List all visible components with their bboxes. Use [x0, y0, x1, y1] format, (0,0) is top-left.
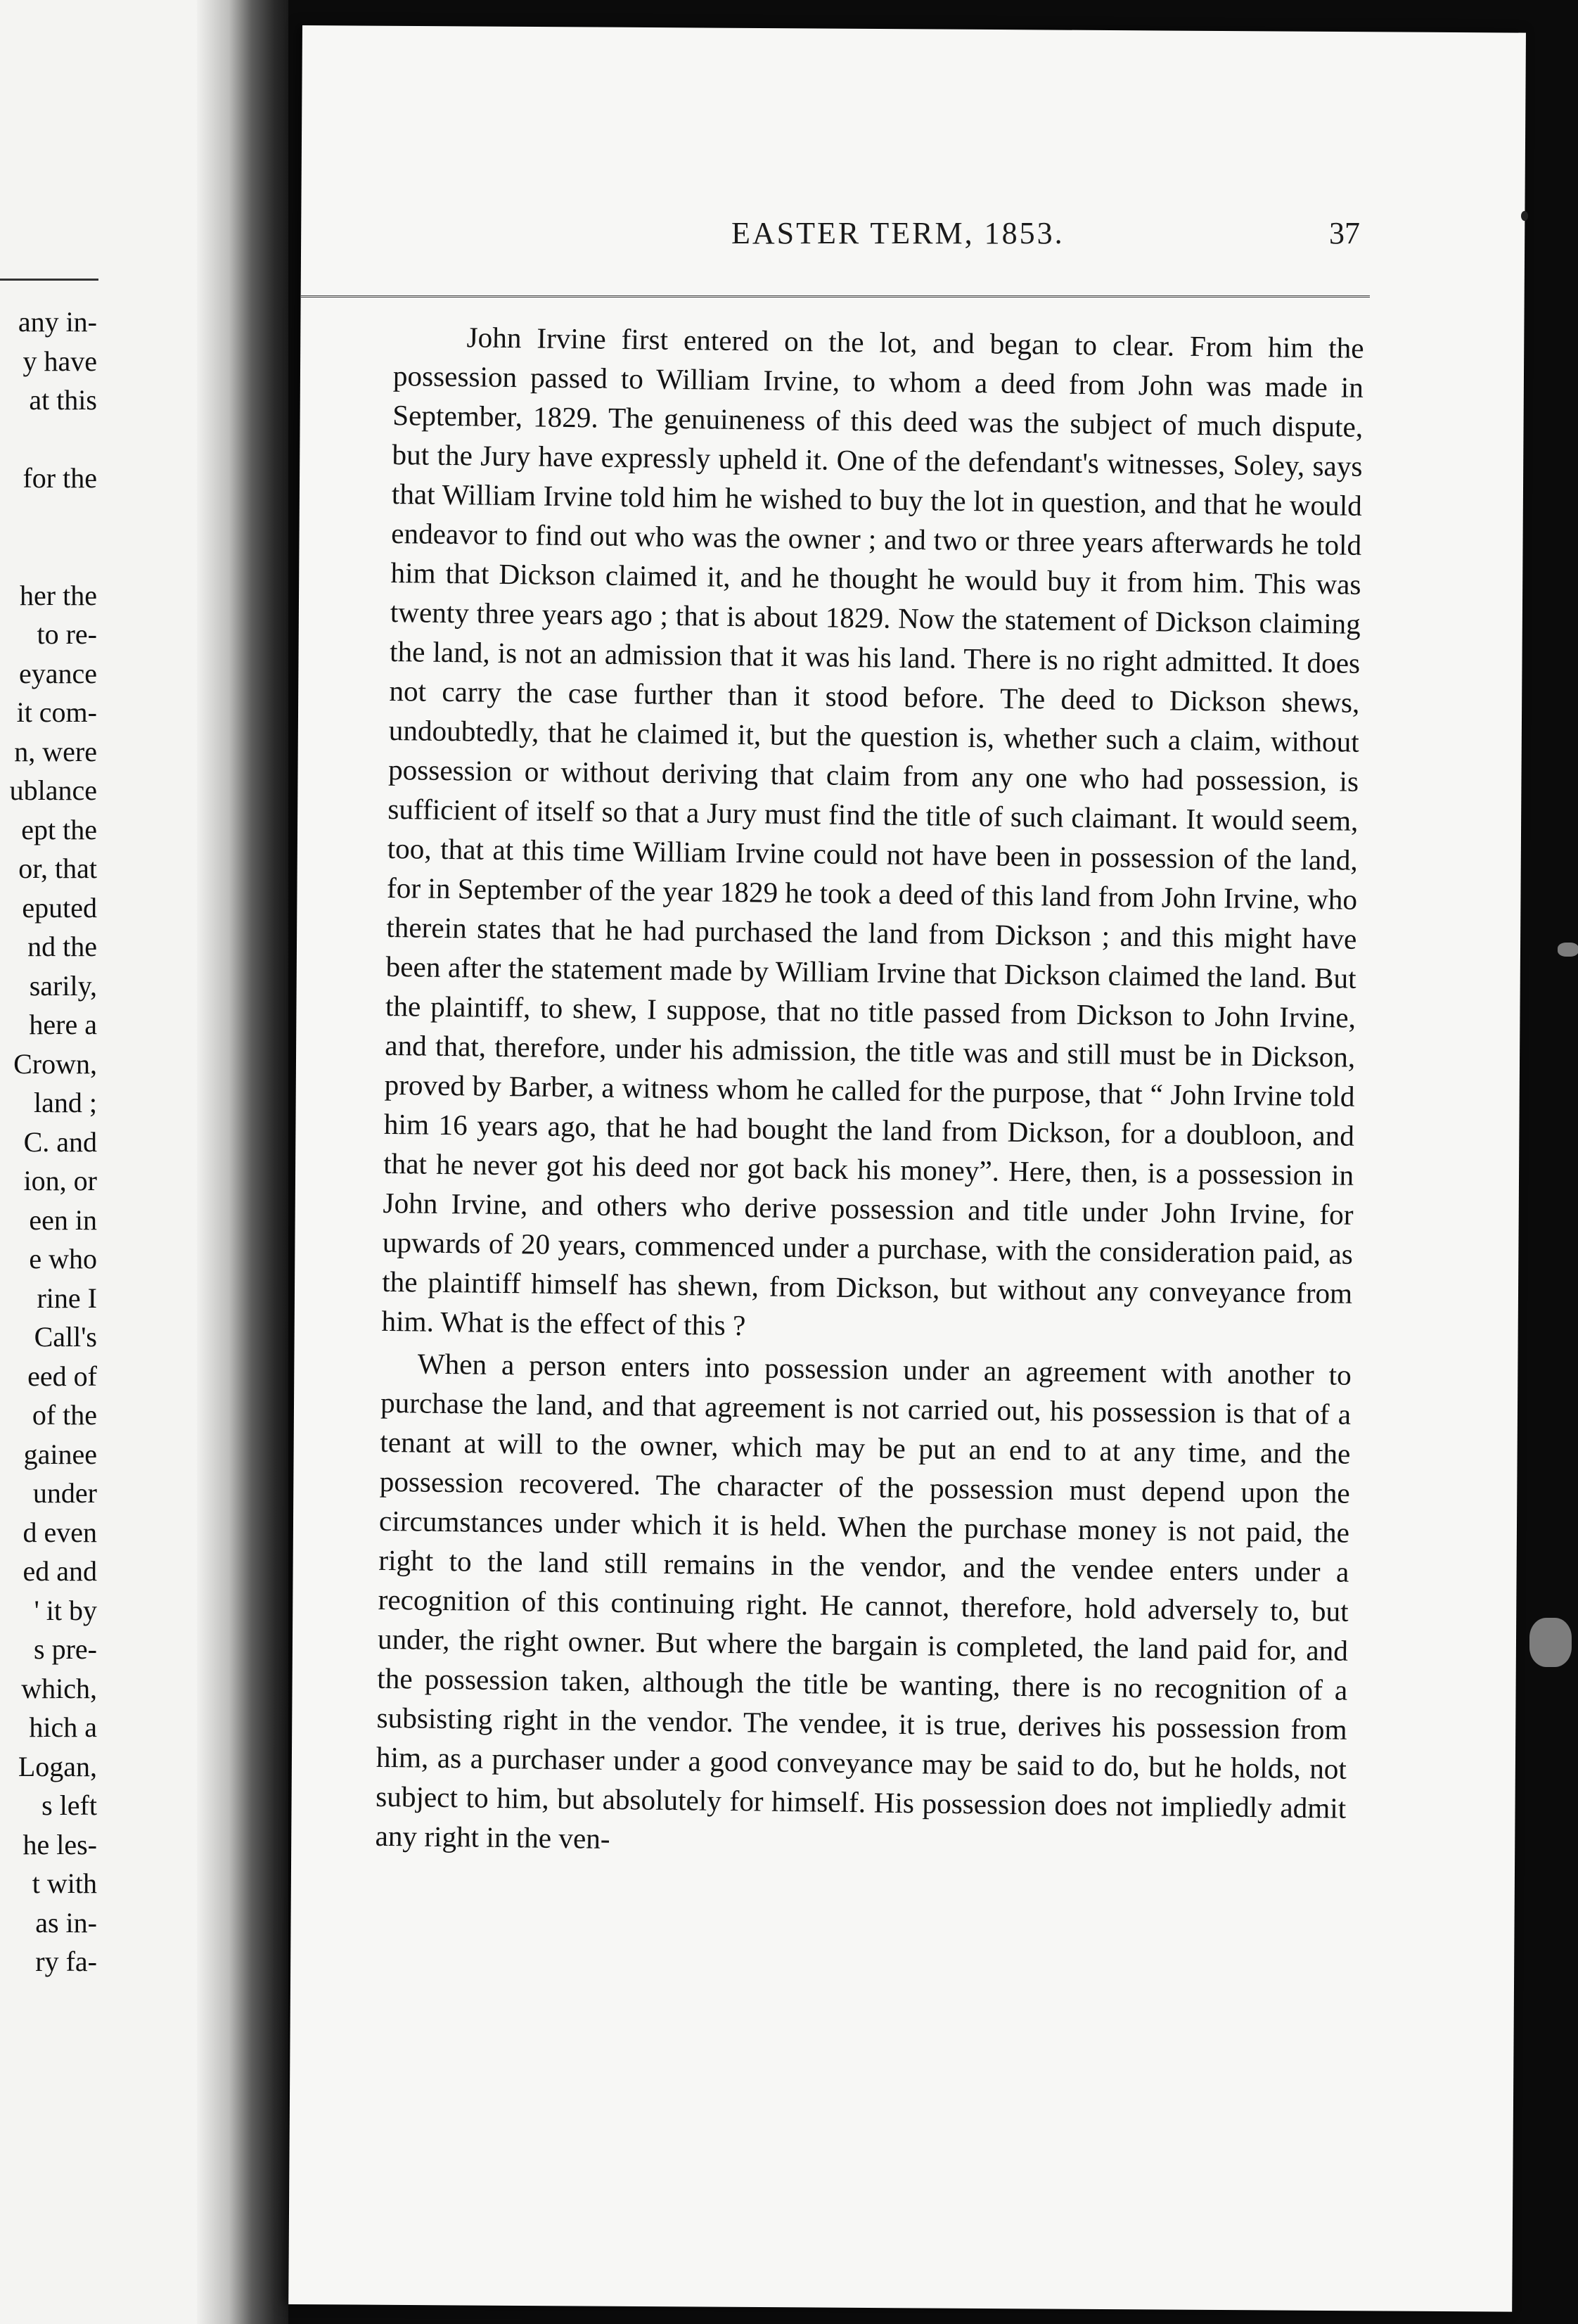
left-page-fragment: sarily,: [29, 969, 97, 1002]
left-page-fragment: n, were: [14, 735, 97, 767]
left-page-fragment: eed of: [27, 1360, 97, 1392]
left-page-fragment: s pre-: [34, 1633, 97, 1665]
left-page-fragment: of the: [32, 1399, 97, 1431]
left-page-fragment: rine I: [37, 1282, 97, 1314]
paragraph: John Irvine first entered on the lot, and began to clear. From him the possession passed to William Irvine, to whom a deed from John was made in September, 1829. The genuineness of this deed was the subject of much dispute, but the Jury have expressly upheld it. One of the defendant's witnesses, Soley, says that William Irvine told him he wished to buy the lot in question, and that he would endeavor to find out who was the owner ; and two or three years afterwards he told him that Dickson claimed it, and he thought he would buy it from him. This was twenty three years ago ; that is about 1829. Now the statement of Dickson claiming the land, is not an admission that it was his land. There is no right admitted. It does not carry the case further than it stood before. The deed to Dickson shews, undoubtedly, that he claimed it, but the question is, whether such a claim, without possession or without deriving that claim from any one who had possession, is sufficient of itself so that a Jury must find the title of such claimant. It would seem, too, that at this time William Irvine could not have been in possession of the land, for in September of the year 1829 he took a deed of this land from John Irvine, who therein states that he had purchased the land from Dickson ; and this might have been after the statement made by William Irvine that Dickson claimed the land. But the plaintiff, to shew, I suppose, that no title passed from Dickson to John Irvine, and that, therefore, under his admission, the title was and still must be in Dickson, proved by Barber, a witness whom he called for the purpose, that “ John Irvine told him 16 years ago, that he had bought the land from Dickson, for a doubloon, and that he never got his deed nor got back his money”. Here, then, is a possession in John Irvine, and others who derive possession and title under John Irvine, for upwards of 20 years, commenced under a purchase, with the consideration paid, as the plaintiff himself has shewn, from Dickson, but without any conveyance from him. What is the effect of this ?: [381, 321, 1364, 1342]
running-head: [0, 215, 1371, 257]
left-page-fragment: Call's: [34, 1321, 97, 1353]
left-page-fragment: ublance: [9, 774, 97, 806]
left-page-fragment: ept the: [21, 813, 97, 845]
left-page-fragment: Crown,: [13, 1047, 97, 1080]
paper-speck: [1529, 1618, 1572, 1667]
left-page-fragment: ed and: [23, 1555, 97, 1587]
left-page-fragment: nd the: [27, 931, 97, 962]
ink-spot: [1521, 211, 1528, 221]
left-page-fragment: it com-: [16, 696, 97, 728]
left-page-fragment: y have: [23, 345, 97, 377]
left-page-fragment: any in-: [18, 306, 97, 338]
left-page-fragment: eputed: [22, 891, 97, 924]
left-page-fragment: Logan,: [18, 1750, 97, 1782]
left-page-fragment: gainee: [23, 1438, 97, 1470]
body-text: [375, 317, 1364, 1868]
left-page-fragment: eyance: [18, 657, 97, 689]
left-page-fragment: or, that: [18, 853, 97, 884]
left-page-fragment: her the: [20, 579, 97, 611]
left-page-fragment: land ;: [34, 1087, 97, 1118]
left-page-fragment: here a: [29, 1009, 97, 1040]
left-page-fragment: ' it by: [34, 1594, 97, 1626]
left-page-fragment: ry fa-: [35, 1946, 97, 1977]
page-number: 37: [1329, 216, 1360, 250]
left-page-fragment: to re-: [37, 618, 97, 650]
left-page-fragment: at this: [29, 384, 97, 416]
head-rule: [301, 295, 1370, 298]
left-page-fragment: d even: [23, 1516, 97, 1548]
paragraph: When a person enters into possession under an agreement with another to purchase the land, and that agreement is not carried out, his possession is that of a tenant at will to the owner, which may be put an end to at any time, and the possession recovered. The character of the possession must depend upon the circumstances under which it is held. When the purchase money is not paid, the right to the land still remains in the vendor, and the vendee enters under a recognition of this continuing right. He cannot, therefore, hold adversely to, but under, the right owner. But where the bargain is completed, the land paid for, and the possession taken, although the title be wanting, there is no recognition of a subsisting right in the vendor. The vendee, it is true, derives his possession from him, as a purchaser under a good conveyance may be said to do, but he holds, not subject to him, but absolutely for himself. His possession does not impliedly admit any right in the ven-: [375, 1347, 1352, 1855]
left-page-fragment: ion, or: [23, 1165, 97, 1196]
left-page-fragment: under: [32, 1477, 97, 1509]
left-page-fragment: for the: [23, 462, 97, 494]
left-page-fragment: een in: [29, 1204, 97, 1236]
left-page-fragment: e who: [29, 1243, 97, 1275]
left-page-fragment: hich a: [29, 1711, 97, 1743]
left-page-fragment: t with: [32, 1868, 97, 1899]
left-page-rule: [0, 279, 98, 281]
book-gutter: [197, 0, 288, 2324]
running-head-title: EASTER TERM, 1853.: [731, 216, 1065, 250]
left-page-fragment: which,: [21, 1672, 97, 1704]
paper-speck: [1558, 943, 1578, 957]
left-page-fragment: as in-: [35, 1906, 97, 1939]
left-page-fragment: C. and: [23, 1125, 97, 1158]
left-page-fragment: s left: [41, 1789, 97, 1821]
left-page-fragment: he les-: [23, 1828, 97, 1860]
